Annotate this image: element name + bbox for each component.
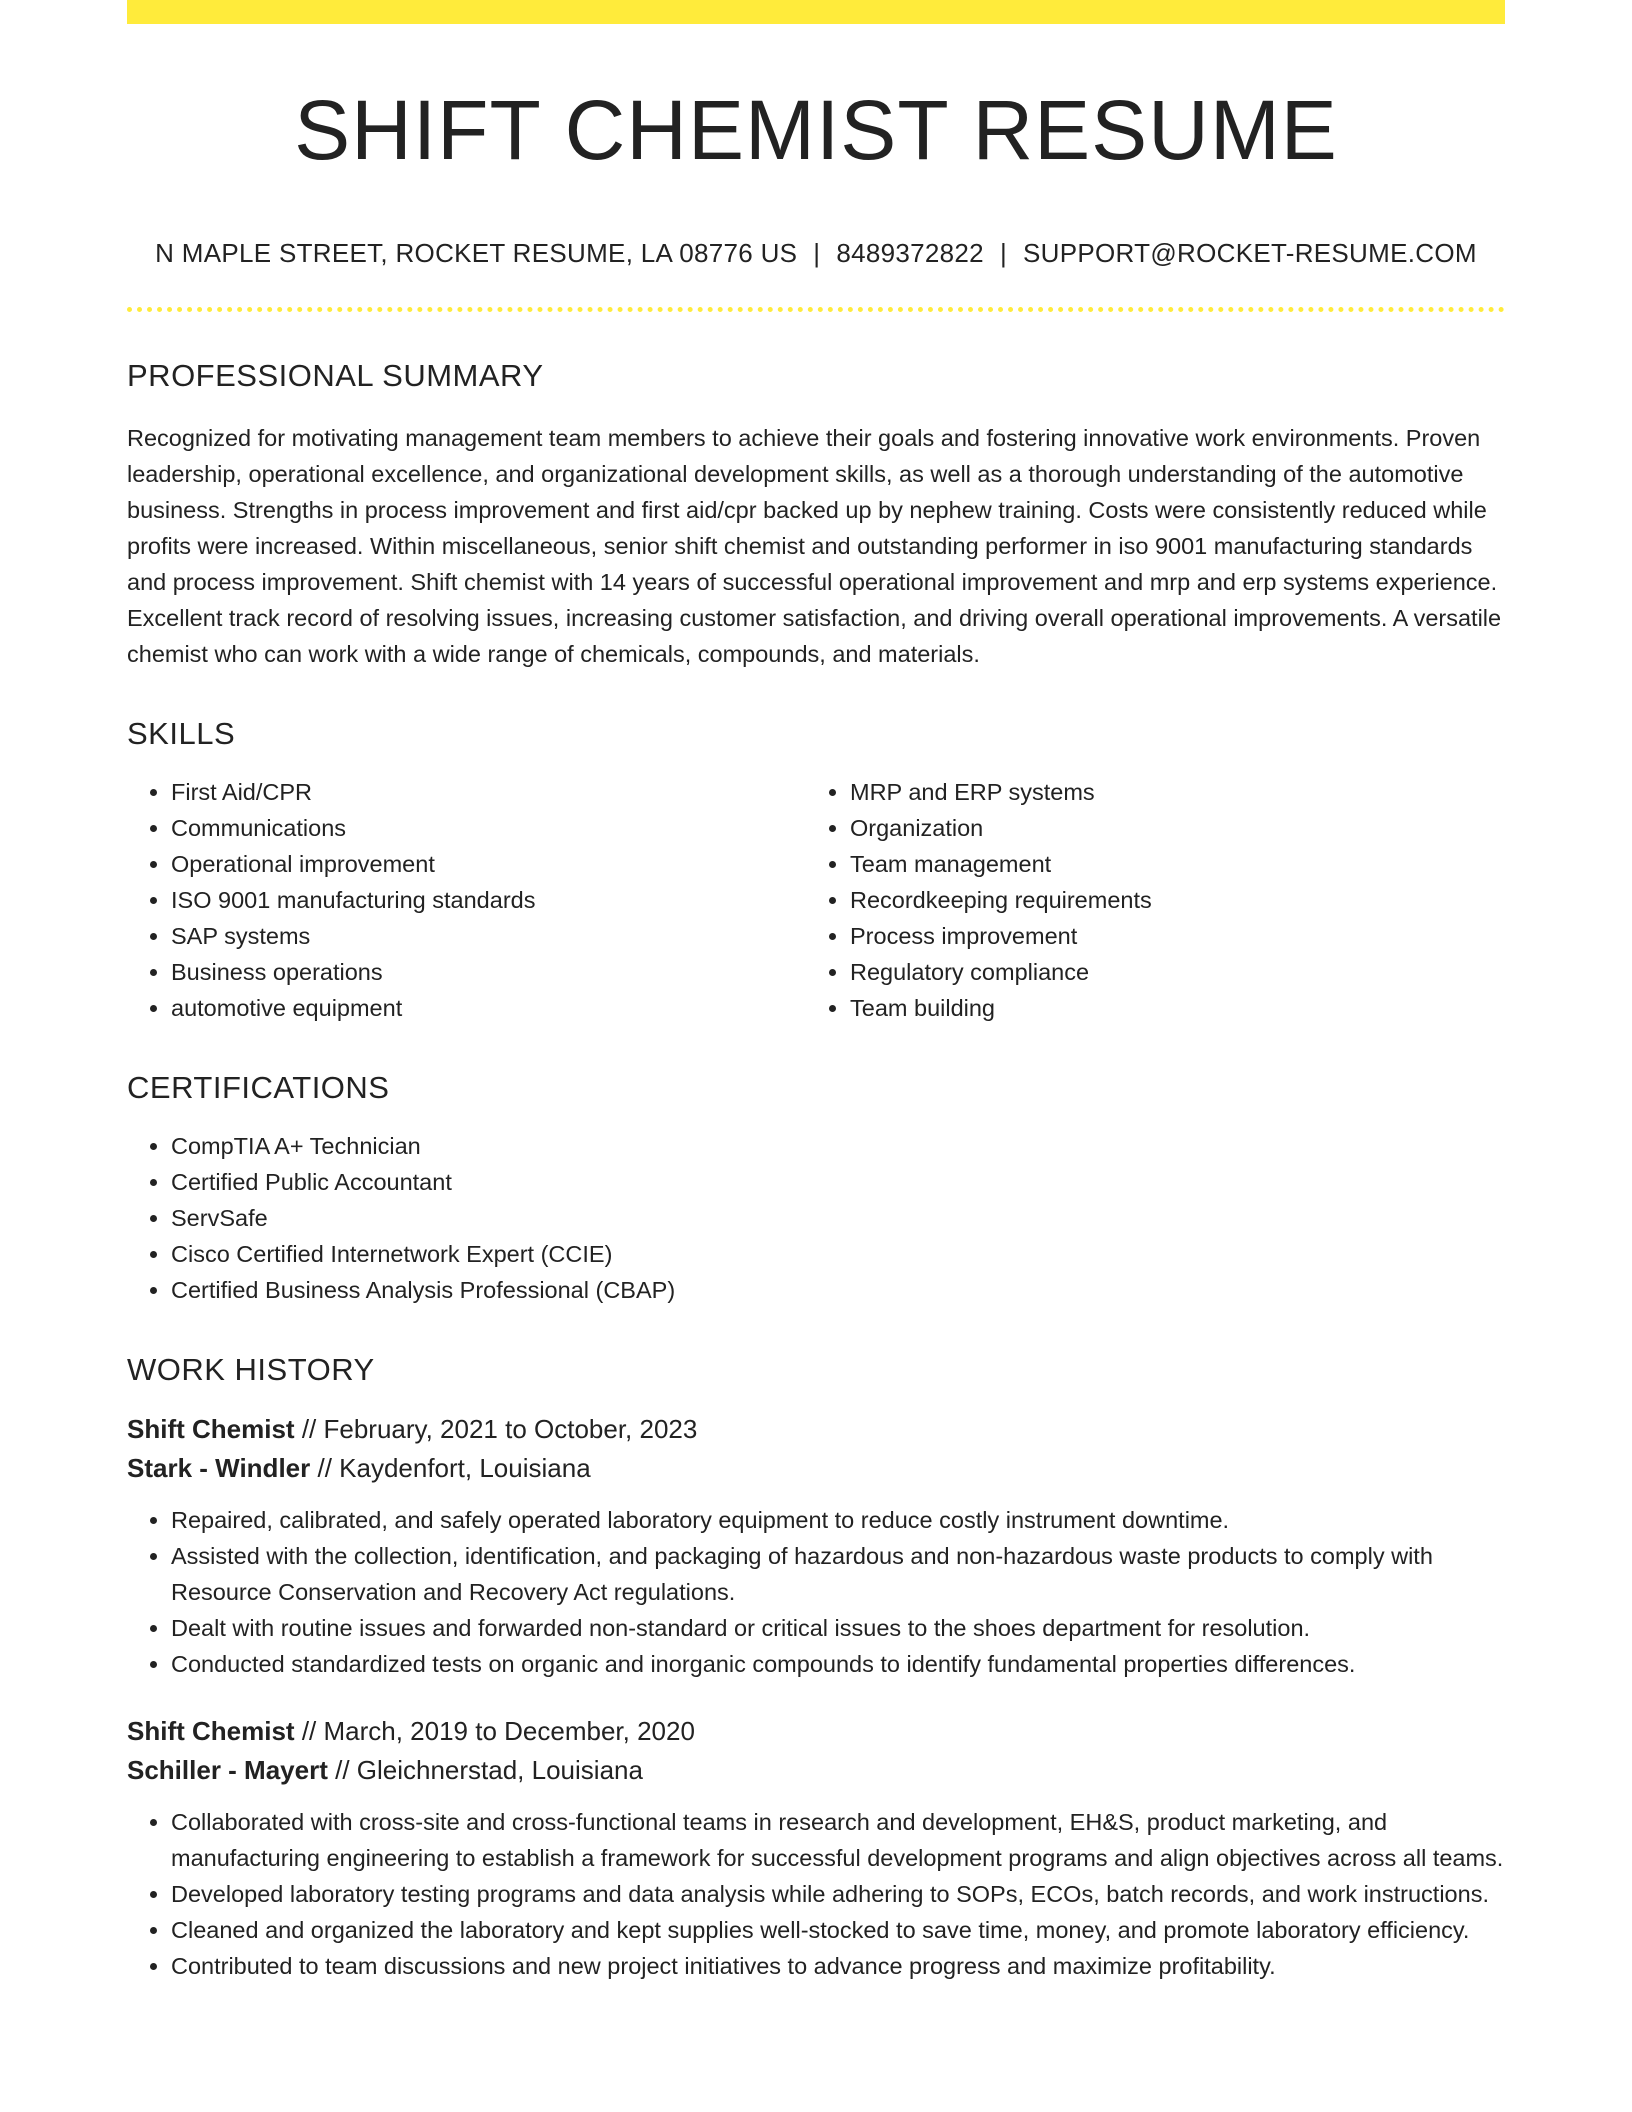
certification-item: • ServSafe [171, 1200, 1505, 1236]
contact-separator: | [813, 238, 821, 269]
certification-item: • Cisco Certified Internetwork Expert (CCIE) [171, 1236, 1505, 1272]
skill-item: • Team building [850, 990, 1152, 1026]
skill-item: • Regulatory compliance [850, 954, 1152, 990]
work-history-heading: WORK HISTORY [127, 1352, 375, 1388]
job-company: Schiller - Mayert [127, 1755, 328, 1786]
skill-item: • Organization [850, 810, 1152, 846]
certifications-heading: CERTIFICATIONS [127, 1070, 390, 1106]
certification-item: • CompTIA A+ Technician [171, 1128, 1505, 1164]
job-bullet: • Dealt with routine issues and forwarded non-standard or critical issues to the shoes department for resolution. [171, 1610, 1505, 1646]
job-title: Shift Chemist [127, 1716, 295, 1747]
certification-item: • Certified Public Accountant [171, 1164, 1505, 1200]
skill-item: • Business operations [171, 954, 806, 990]
contact-address: N MAPLE STREET, ROCKET RESUME, LA 08776 US [155, 238, 798, 269]
skill-item: • automotive equipment [171, 990, 806, 1026]
skill-item: • Process improvement [850, 918, 1152, 954]
skills-list-left [127, 774, 806, 1026]
job-title: Shift Chemist [127, 1414, 295, 1445]
job-dates: // February, 2021 to October, 2023 [301, 1414, 698, 1445]
job-title-line [127, 1712, 1505, 1751]
job-bullet: • Collaborated with cross-site and cross-functional teams in research and development, EH&S, product marketing, and manufacturing engineering to establish a framework for successful development programs and align objectives across all teams. [171, 1804, 1505, 1876]
skill-item: • SAP systems [171, 918, 806, 954]
resume-title: SHIFT CHEMIST RESUME [294, 83, 1338, 177]
dotted-divider [127, 307, 1505, 312]
resume-page [127, 0, 1505, 1984]
job-entry [127, 1410, 1505, 1682]
job-bullet: • Developed laboratory testing programs and data analysis while adhering to SOPs, ECOs, batch records, and work instructions. [171, 1876, 1505, 1912]
job-location: // Gleichnerstad, Louisiana [335, 1755, 643, 1786]
job-company-line [127, 1751, 1505, 1790]
skills-list-right [806, 774, 1152, 1026]
job-dates: // March, 2019 to December, 2020 [301, 1716, 695, 1747]
skill-item: • MRP and ERP systems [850, 774, 1152, 810]
contact-separator: | [999, 238, 1008, 269]
job-bullet: • Cleaned and organized the laboratory and kept supplies well-stocked to save time, money, and promote laboratory efficiency. [171, 1912, 1505, 1948]
skill-item: • Operational improvement [171, 846, 806, 882]
accent-top-bar [127, 0, 1505, 24]
skill-item: • Team management [850, 846, 1152, 882]
skill-item: • ISO 9001 manufacturing standards [171, 882, 806, 918]
job-company: Stark - Windler [127, 1453, 311, 1484]
skill-item: • First Aid/CPR [171, 774, 806, 810]
job-bullets [127, 1502, 1505, 1682]
job-bullet: • Conducted standardized tests on organic and inorganic compounds to identify fundamental properties differences. [171, 1646, 1505, 1682]
skills-columns [127, 774, 1505, 1026]
job-title-line [127, 1410, 1505, 1449]
job-bullet: • Assisted with the collection, identification, and packaging of hazardous and non-hazardous waste products to comply with Resource Conservation and Recovery Act regulations. [171, 1538, 1505, 1610]
job-company-line [127, 1449, 1505, 1488]
job-bullet: • Repaired, calibrated, and safely operated laboratory equipment to reduce costly instrument downtime. [171, 1502, 1505, 1538]
certification-item: • Certified Business Analysis Professional (CBAP) [171, 1272, 1505, 1308]
job-entry [127, 1712, 1505, 1984]
certifications-list [127, 1128, 1505, 1308]
contact-phone: 8489372822 [836, 238, 984, 269]
summary-heading: PROFESSIONAL SUMMARY [127, 358, 544, 394]
summary-text: Recognized for motivating management team members to achieve their goals and fostering innovative work environments. Proven leadership, operational excellence, and organizational development skills, as well as a thorough understanding of the automotive business. Strengths in process improvement and first aid/cpr backed up by nephew training. Costs were consistently reduced while profits were increased. Within miscellaneous, senior shift chemist and outstanding performer in iso 9001 manufacturing standards and process improvement. Shift chemist with 14 years of successful operational improvement and mrp and erp systems experience. Excellent track record of resolving issues, increasing customer satisfaction, and driving overall operational improvements. A versatile chemist who can work with a wide range of chemicals, compounds, and materials. [127, 425, 1502, 668]
skills-heading: SKILLS [127, 716, 236, 752]
contact-line [127, 238, 1505, 269]
contact-email: SUPPORT@ROCKET-RESUME.COM [1023, 238, 1477, 269]
skill-item: • Recordkeeping requirements [850, 882, 1152, 918]
job-location: // Kaydenfort, Louisiana [317, 1453, 591, 1484]
skill-item: • Communications [171, 810, 806, 846]
job-bullets [127, 1804, 1505, 1984]
job-bullet: • Contributed to team discussions and new project initiatives to advance progress and maximize profitability. [171, 1948, 1505, 1984]
